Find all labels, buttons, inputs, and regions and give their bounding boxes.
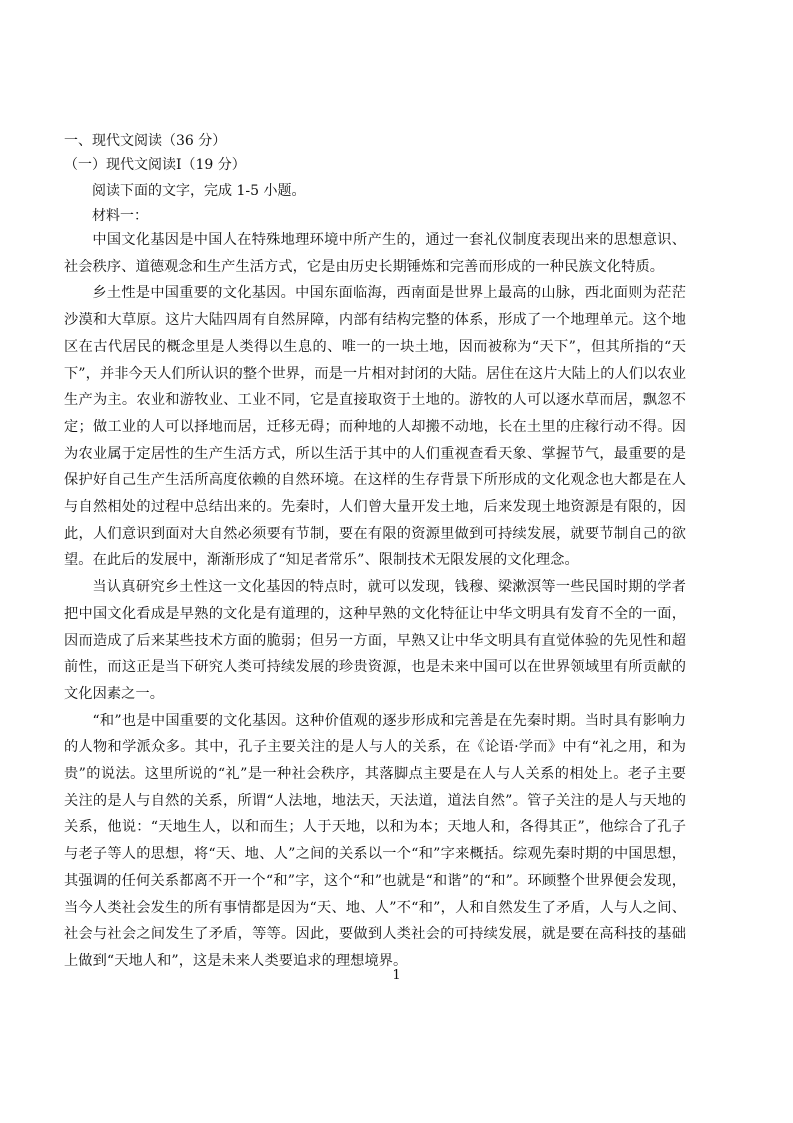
paragraph: “和”也是中国重要的文化基因。这种价值观的逐步形成和完善是在先秦时期。当时具有影响力的人物和学派众多。其中，孔子主要关注的是人与人的关系，在《论语·学而》中有“礼之用，和为贵”的说法。这里所说的“礼”是一种社会秩序，其落脚点主要是在人与人关系的相处上。老子主要关注的是人与自然的关系，所谓“人法地，地法天，天法道，道法自然”。管子关注的是人与天地的关系，他说：“天地生人，以和而生；人于天地，以和为本；天地人和，各得其正”，他综合了孔子与老子等人的思想，将“天、地、人”之间的关系以一个“和”字来概括。综观先秦时期的中国思想，其强调的任何关系都离不开一个“和”字，这个“和”也就是“和谐”的“和”。环顾整个世界便会发现，当今人类社会发生的所有事情都是因为“天、地、人”不“和”，人和自然发生了矛盾，人与人之间、社会与社会之间发生了矛盾，等等。因此，要做到人类社会的可持续发展，就是要在高科技的基础上做到“天地人和”，这是未来人类要追求的理想境界。 <box>64 712 686 969</box>
paragraph: 乡土性是中国重要的文化基因。中国东面临海，西南面是世界上最高的山脉，西北面则为茫茫沙漠和大草原。这片大陆四周有自然屏障，内部有结构完整的体系，形成了一个地理单元。这个地区在古代居民的概念里是人类得以生息的、唯一的一块土地，因而被称为“天下”，但其所指的“天下”，并非今天人们所认识的整个世界，而是一片相对封闭的大陆。居住在这片大陆上的人们以农业生产为主。农业和游牧业、工业不同，它是直接取资于土地的。游牧的人可以逐水草而居，飘忽不定；做工业的人可以择地而居，迁移无碍；而种地的人却搬不动地，长在土里的庄稼行动不得。因为农业属于定居性的生产生活方式，所以生活于其中的人们重视查看天象、掌握节气，最重要的是保护好自己生产生活所高度依赖的自然环境。在这样的生存背景下所形成的文化观念也大都是在人与自然相处的过程中总结出来的。先秦时，人们曾大量开发土地，后来发现土地资源是有限的，因此，人们意识到面对大自然必须要有节制，要在有限的资源里做到可持续发展，就要节制自己的欲望。在此后的发展中，渐渐形成了“知足者常乐”、限制技术无限发展的文化理念。 <box>64 285 686 569</box>
subsection-title: （一）现代文阅读Ⅰ（19 分） <box>64 157 246 173</box>
article-body <box>64 227 686 975</box>
paragraph: 当认真研究乡土性这一文化基因的特点时，就可以发现，钱穆、梁漱溟等一些民国时期的学者把中国文化看成是早熟的文化是有道理的，这种早熟的文化特征让中华文明具有发育不全的一面，因而造成了后来某些技术方面的脆弱；但另一方面，早熟又让中华文明具有直觉体验的先见性和超前性，而这正是当下研究人类可持续发展的珍贵资源，也是未来中国可以在世界领域里有所贡献的文化因素之一。 <box>64 579 686 702</box>
paragraph: 中国文化基因是中国人在特殊地理环境中所产生的，通过一套礼仪制度表现出来的思想意识、社会秩序、道德观念和生产生活方式，它是由历史长期锤炼和完善而形成的一种民族文化特质。 <box>64 232 686 275</box>
material-label: 材料一： <box>92 208 148 224</box>
section-title: 一、现代文阅读（36 分） <box>64 133 227 149</box>
reading-instruction: 阅读下面的文字，完成 1-5 小题。 <box>92 183 306 199</box>
page-number: 1 <box>392 968 401 983</box>
